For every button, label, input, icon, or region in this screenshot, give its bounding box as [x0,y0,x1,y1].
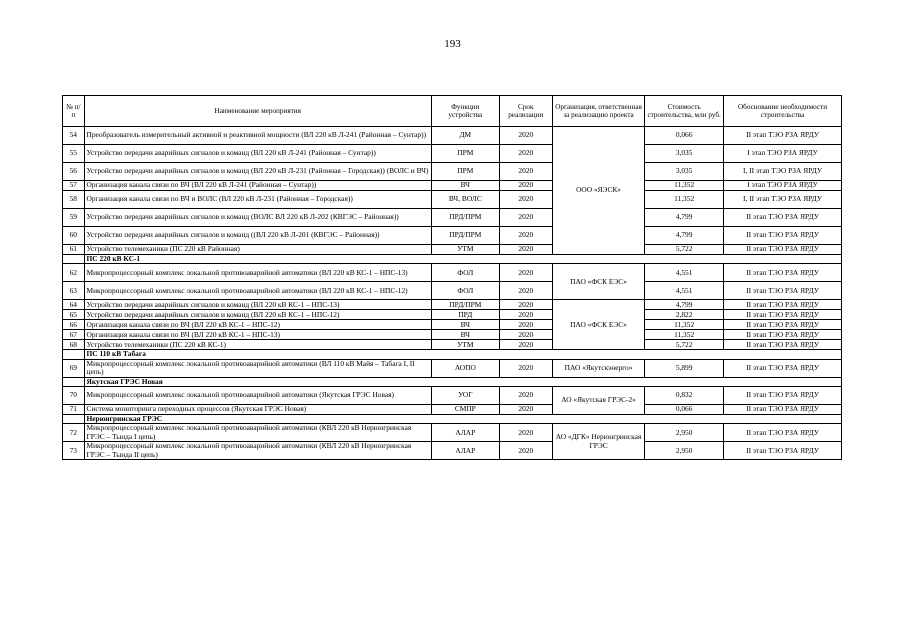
table-row [63,320,842,330]
row-cost: 5,899 [645,359,724,377]
row-num: 66 [63,320,85,330]
row-function: АЛАР [431,424,499,442]
row-basis: II этап ТЭО РЗА ЯРДУ [724,386,842,404]
header-num: № п/п [63,96,85,127]
row-term: 2020 [499,386,552,404]
table-row [63,359,842,377]
row-num: 68 [63,340,85,350]
header-cost: Стоимость строительства, млн руб. [645,96,724,127]
table-row [63,442,842,460]
row-basis: I этап ТЭО РЗА ЯРДУ [724,181,842,191]
row-num: 54 [63,127,85,145]
section-row [63,377,842,386]
row-cost: 11,352 [645,330,724,340]
row-term: 2020 [499,191,552,209]
row-cost: 2,950 [645,424,724,442]
row-org: ПАО «ФСК ЕЭС» [552,300,644,350]
row-cost: 3,035 [645,145,724,163]
row-term: 2020 [499,227,552,245]
row-function: ПРД/ПРМ [431,227,499,245]
row-function: ПРД/ПРМ [431,300,499,310]
table-row [63,227,842,245]
row-cost: 11,352 [645,191,724,209]
table-row [63,181,842,191]
row-term: 2020 [499,264,552,282]
row-name: Устройство передачи аварийных сигналов и команд (ВЛ 220 кВ Л-241 (Районная – Сунтар)) [84,145,431,163]
section-row [63,255,842,264]
row-function: ПРД/ПРМ [431,209,499,227]
row-term: 2020 [499,163,552,181]
row-name: Микропроцессорный комплекс локальной противоаварийной автоматики (Якутская ГРЭС Новая) [84,386,431,404]
row-num: 56 [63,163,85,181]
row-name: Микропроцессорный комплекс локальной противоаварийной автоматики (ВЛ 110 кВ Майя – Табага I, II цепь) [84,359,431,377]
row-num: 70 [63,386,85,404]
row-function: УТМ [431,245,499,255]
row-term: 2020 [499,424,552,442]
row-num: 55 [63,145,85,163]
row-num: 57 [63,181,85,191]
table-row [63,282,842,300]
row-cost: 4,799 [645,227,724,245]
row-term: 2020 [499,359,552,377]
table-row [63,127,842,145]
row-name: Организация канала связи по ВЧ (ВЛ 220 кВ Л-241 (Районная – Сунтар)) [84,181,431,191]
table-row [63,209,842,227]
row-num: 62 [63,264,85,282]
row-num: 59 [63,209,85,227]
row-function: ВЧ [431,181,499,191]
row-num: 69 [63,359,85,377]
row-name: Устройство передачи аварийных сигналов и команд (ВЛ 220 кВ КС-1 – НПС-12) [84,310,431,320]
row-name: Система мониторинга переходных процессов (Якутская ГРЭС Новая) [84,404,431,414]
row-num: 63 [63,282,85,300]
row-name: Устройство телемеханики (ПС 220 кВ Районная) [84,245,431,255]
row-basis: I, II этап ТЭО РЗА ЯРДУ [724,163,842,181]
row-function: ФОЛ [431,264,499,282]
row-cost: 3,035 [645,163,724,181]
row-name: Устройство передачи аварийных сигналов и команд (ВОЛС ВЛ 220 кВ Л-202 (КВГЭС – Районная)) [84,209,431,227]
row-term: 2020 [499,245,552,255]
row-function: АЛАР [431,442,499,460]
row-term: 2020 [499,340,552,350]
row-basis: I этап ТЭО РЗА ЯРДУ [724,145,842,163]
header-basis: Обоснование необходимости строительства [724,96,842,127]
row-function: ВЧ [431,330,499,340]
row-basis: II этап ТЭО РЗА ЯРДУ [724,209,842,227]
row-cost: 2,822 [645,310,724,320]
table-row [63,310,842,320]
table-row [63,330,842,340]
measures-table [62,95,842,460]
row-basis: II этап ТЭО РЗА ЯРДУ [724,320,842,330]
row-function: ДМ [431,127,499,145]
row-cost: 0,832 [645,386,724,404]
row-basis: II этап ТЭО РЗА ЯРДУ [724,424,842,442]
row-cost: 11,352 [645,181,724,191]
row-term: 2020 [499,442,552,460]
row-basis: II этап ТЭО РЗА ЯРДУ [724,404,842,414]
row-basis: II этап ТЭО РЗА ЯРДУ [724,264,842,282]
row-function: ПРМ [431,145,499,163]
section-title: Нерюнгринская ГРЭС [84,414,841,423]
row-num: 72 [63,424,85,442]
row-name: Организация канала связи по ВЧ (ВЛ 220 кВ КС-1 – НПС-13) [84,330,431,340]
row-name: Микропроцессорный комплекс локальной противоаварийной автоматики (ВЛ 220 кВ КС-1 – НПС-12) [84,282,431,300]
row-basis: II этап ТЭО РЗА ЯРДУ [724,310,842,320]
row-basis: II этап ТЭО РЗА ЯРДУ [724,282,842,300]
row-term: 2020 [499,404,552,414]
row-term: 2020 [499,181,552,191]
table-row [63,340,842,350]
table-row [63,404,842,414]
row-cost: 0,066 [645,127,724,145]
row-basis: II этап ТЭО РЗА ЯРДУ [724,245,842,255]
row-basis: II этап ТЭО РЗА ЯРДУ [724,300,842,310]
row-function: ФОЛ [431,282,499,300]
row-function: ВЧ, ВОЛС [431,191,499,209]
section-title: ПС 110 кВ Табага [84,350,841,359]
row-term: 2020 [499,282,552,300]
row-cost: 4,551 [645,264,724,282]
row-num: 73 [63,442,85,460]
section-title: Якутская ГРЭС Новая [84,377,841,386]
header-name: Наименование мероприятия [84,96,431,127]
header-term: Срок реализации [499,96,552,127]
row-org: ПАО «Якутскэнерго» [552,359,644,377]
section-row [63,350,842,359]
row-name: Микропроцессорный комплекс локальной противоаварийной автоматики (КВЛ 220 кВ Нерюнгринская ГРЭС – Тында I цепь) [84,424,431,442]
row-function: ВЧ [431,320,499,330]
row-term: 2020 [499,127,552,145]
row-name: Организация канала связи по ВЧ и ВОЛС (ВЛ 220 кВ Л-231 (Районная – Городская)) [84,191,431,209]
page-number: 193 [444,38,461,50]
table-row [63,264,842,282]
header-function: Функции устройства [431,96,499,127]
table-row [63,191,842,209]
row-basis: II этап ТЭО РЗА ЯРДУ [724,127,842,145]
row-basis: II этап ТЭО РЗА ЯРДУ [724,227,842,245]
row-cost: 5,722 [645,245,724,255]
row-name: Устройство передачи аварийных сигналов и команд (ВЛ 220 кВ КС-1 – НПС-13) [84,300,431,310]
row-function: УТМ [431,340,499,350]
section-title: ПС 220 кВ КС-1 [84,255,841,264]
row-cost: 4,799 [645,300,724,310]
row-basis: II этап ТЭО РЗА ЯРДУ [724,442,842,460]
row-term: 2020 [499,145,552,163]
row-num: 67 [63,330,85,340]
table-row [63,386,842,404]
row-name: Устройство передачи аварийных сигналов и команд (ВЛ 220 кВ Л-231 (Районная – Городская)) (ВОЛС и ВЧ) [84,163,431,181]
row-org: АО «Якутская ГРЭС-2» [552,386,644,414]
row-name: Микропроцессорный комплекс локальной противоаварийной автоматики (ВЛ 220 кВ КС-1 – НПС-13) [84,264,431,282]
row-num: 65 [63,310,85,320]
row-cost: 2,950 [645,442,724,460]
row-num: 64 [63,300,85,310]
row-term: 2020 [499,310,552,320]
row-name: Организация канала связи по ВЧ (ВЛ 220 кВ КС-1 – НПС-12) [84,320,431,330]
row-num: 58 [63,191,85,209]
row-cost: 11,352 [645,320,724,330]
row-name: Устройство передачи аварийных сигналов и команд ((ВЛ 220 кВ Л-201 (КВГЭС – Районная)) [84,227,431,245]
header-org: Организация, ответственная за реализацию проекта [552,96,644,127]
table-row [63,163,842,181]
row-term: 2020 [499,209,552,227]
row-basis: II этап ТЭО РЗА ЯРДУ [724,340,842,350]
table-row [63,300,842,310]
row-cost: 0,066 [645,404,724,414]
row-basis: II этап ТЭО РЗА ЯРДУ [724,359,842,377]
row-name: Микропроцессорный комплекс локальной противоаварийной автоматики (КВЛ 220 кВ Нерюнгринская ГРЭС – Тында II цепь) [84,442,431,460]
section-row [63,414,842,423]
row-basis: II этап ТЭО РЗА ЯРДУ [724,330,842,340]
row-num: 60 [63,227,85,245]
row-name: Устройство телемеханики (ПС 220 кВ КС-1) [84,340,431,350]
table-row [63,245,842,255]
row-cost: 5,722 [645,340,724,350]
row-function: СМПР [431,404,499,414]
table-row [63,145,842,163]
row-num: 61 [63,245,85,255]
row-num: 71 [63,404,85,414]
row-term: 2020 [499,320,552,330]
row-function: АОПО [431,359,499,377]
row-function: УОГ [431,386,499,404]
row-term: 2020 [499,300,552,310]
row-term: 2020 [499,330,552,340]
row-org: ПАО «ФСК ЕЭС» [552,264,644,300]
row-org: ООО «ЯЭСК» [552,127,644,255]
row-name: Преобразователь измерительный активной и реактивной мощности (ВЛ 220 кВ Л-241 (Районная – Сунтар)) [84,127,431,145]
row-cost: 4,799 [645,209,724,227]
row-function: ПРД [431,310,499,320]
table-row [63,424,842,442]
row-function: ПРМ [431,163,499,181]
row-cost: 4,551 [645,282,724,300]
row-basis: I, II этап ТЭО РЗА ЯРДУ [724,191,842,209]
row-org: АО «ДГК» Нерюнгринская ГРЭС [552,424,644,460]
